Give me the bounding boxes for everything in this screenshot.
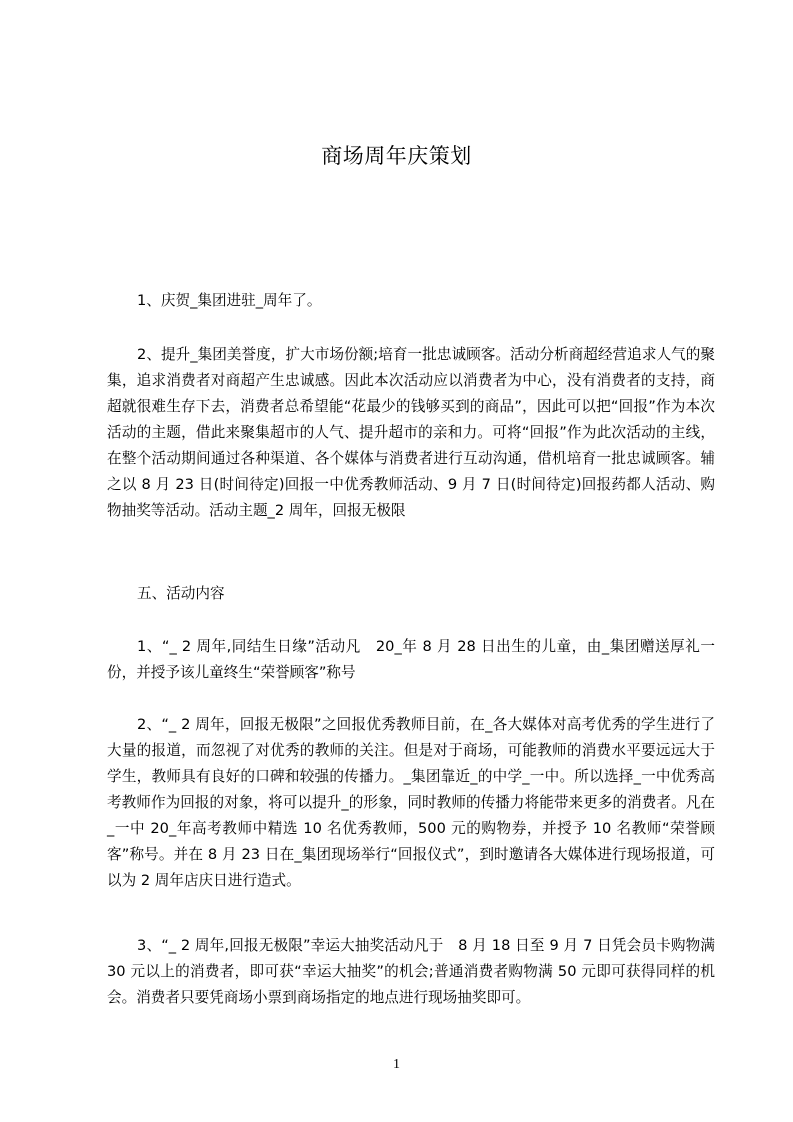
section-heading-activity-content: 五、活动内容	[137, 585, 225, 602]
paragraph-teacher-reward: 2、“_ 2 周年，回报无极限”之回报优秀教师目前，在_各大媒体对高考优秀的学生进行了大量的报道，而忽视了对优秀的教师的关注。但是对于商场，可能教师的消费水平要远远大于学生，教师具有良好的口碑和较强的传播力。_集团靠近_的中学_一中。所以选择_一中优秀高考教师作为回报的对象，将可以提升_的形象，同时教师的传播力将能带来更多的消费者。凡在_一中 20_年高考教师中精选 10 名优秀教师，500 元的购物券，并授予 10 名教师“荣誉顾客”称号。并在 8 月 23 日在_集团现场举行“回报仪式”，到时邀请各大媒体进行现场报道，可以为 2 周年店庆日进行造式。	[107, 716, 715, 889]
page-title: 商场周年庆策划	[321, 144, 472, 168]
paragraph-birthday-activity: 1、“_ 2 周年,同结生日缘”活动凡 20_年 8 月 28 日出生的儿童，由_集团赠送厚礼一份，并授予该儿童终生“荣誉顾客”称号	[107, 638, 715, 681]
paragraph-celebration: 1、庆贺_集团进驻_周年了。	[137, 292, 322, 309]
paragraph-goals-analysis: 2、提升_集团美誉度，扩大市场份额;培育一批忠诚顾客。活动分析商超经营追求人气的聚集，追求消费者对商超产生忠诚感。因此本次活动应以消费者为中心，没有消费者的支持，商超就很难生存下去，消费者总希望能“花最少的钱够买到的商品”，因此可以把“回报”作为本次活动的主题，借此来聚集超市的人气、提升超市的亲和力。可将“回报”作为此次活动的主线，在整个活动期间通过各种渠道、各个媒体与消费者进行互动沟通，借机培育一批忠诚顾客。辅之以 8 月 23 日(时间待定)回报一中优秀教师活动、9 月 7 日(时间待定)回报药都人活动、购物抽奖等活动。活动主题_2 周年，回报无极限	[107, 346, 715, 519]
paragraph-lucky-draw: 3、“_ 2 周年,回报无极限”幸运大抽奖活动凡于 8 月 18 日至 9 月 7 日凭会员卡购物满 30 元以上的消费者，即可获“幸运大抽奖”的机会;普通消费者购物满 50 元即可获得同样的机会。消费者只要凭商场小票到商场指定的地点进行现场抽奖即可。	[107, 937, 715, 1006]
page-number: 1	[393, 1057, 400, 1072]
